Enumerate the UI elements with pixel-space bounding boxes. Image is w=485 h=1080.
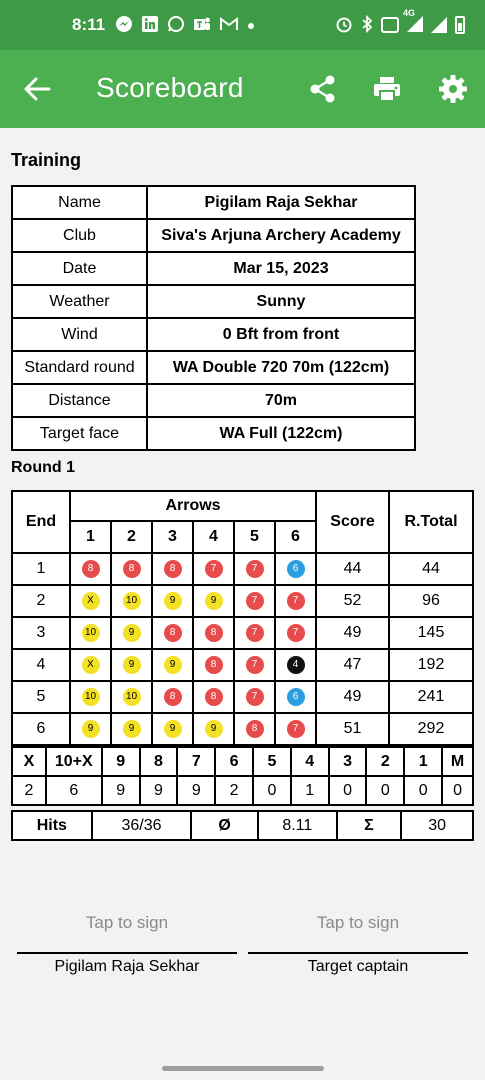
info-row: [12, 417, 415, 450]
arrow-score-badge: 9: [164, 592, 182, 610]
battery-icon: [455, 16, 465, 34]
arrow-score-badge: 7: [246, 624, 264, 642]
4g-signal-icon: 4G: [407, 16, 423, 35]
stats-table: [11, 746, 474, 806]
arrow-score-badge: 7: [246, 656, 264, 674]
end-number: 3: [12, 617, 70, 649]
arrow-score-badge: 9: [123, 720, 141, 738]
stats-value-cell: 0: [253, 776, 291, 805]
arrow-score-badge: 10: [82, 688, 100, 706]
stats-header-cell: 9: [102, 747, 140, 776]
arrow-score-badge: 8: [246, 720, 264, 738]
stats-value-cell: 0: [442, 776, 473, 805]
stats-header-cell: X: [12, 747, 46, 776]
arrow-score-badge: 8: [164, 688, 182, 706]
info-row: [12, 186, 415, 219]
arrow-score-badge: 9: [205, 592, 223, 610]
arrow-score-badge: 8: [205, 688, 223, 706]
arrow-cell: [111, 681, 152, 713]
arrow-score-badge: 8: [164, 560, 182, 578]
stats-value-cell: 0: [366, 776, 404, 805]
info-value: Pigilam Raja Sekhar: [147, 186, 415, 219]
arrow-score-badge: X: [82, 592, 100, 610]
info-value: Siva's Arjuna Archery Academy: [147, 219, 415, 252]
end-header: End: [12, 491, 70, 553]
arrow-score-badge: 8: [205, 624, 223, 642]
arrow-cell: [193, 585, 234, 617]
arrow-cell: [275, 713, 316, 745]
stats-header-cell: 3: [329, 747, 367, 776]
arrow-score-badge: 7: [246, 688, 264, 706]
stats-value-cell: 9: [102, 776, 140, 805]
info-value: 70m: [147, 384, 415, 417]
settings-icon[interactable]: [438, 74, 468, 104]
arrow-cell: [193, 649, 234, 681]
linkedin-icon: [141, 15, 159, 36]
arrow-score-badge: 10: [123, 592, 141, 610]
end-number: 4: [12, 649, 70, 681]
info-label: Standard round: [12, 351, 147, 384]
info-value: Sunny: [147, 285, 415, 318]
arrow-score-badge: 8: [164, 624, 182, 642]
stats-header-cell: 2: [366, 747, 404, 776]
arrow-number-header: 4: [193, 521, 234, 553]
average-value: 8.11: [258, 811, 337, 840]
print-icon[interactable]: [372, 74, 402, 104]
arrow-cell: [111, 585, 152, 617]
arrow-score-badge: 7: [205, 560, 223, 578]
arrow-cell: [234, 649, 275, 681]
arrow-score-badge: 7: [246, 560, 264, 578]
archer-name: Pigilam Raja Sekhar: [54, 958, 200, 975]
arrow-cell: [275, 681, 316, 713]
signal-icon: [431, 17, 447, 33]
arrow-cell: [152, 713, 193, 745]
arrow-cell: [70, 553, 111, 585]
info-value: WA Double 720 70m (122cm): [147, 351, 415, 384]
end-row: [12, 681, 473, 713]
arrow-cell: [234, 713, 275, 745]
arrow-score-badge: 9: [164, 656, 182, 674]
arrow-score-badge: 7: [287, 624, 305, 642]
arrow-score-badge: 9: [123, 624, 141, 642]
arrow-number-header: 3: [152, 521, 193, 553]
arrow-cell: [70, 713, 111, 745]
arrow-cell: [275, 617, 316, 649]
score-header: Score: [316, 491, 389, 553]
stats-header-cell: 10+X: [46, 747, 102, 776]
arrow-cell: [234, 617, 275, 649]
arrow-cell: [70, 649, 111, 681]
sum-label: Σ: [337, 811, 402, 840]
arrow-score-badge: 8: [123, 560, 141, 578]
status-bar: [0, 0, 485, 50]
end-number: 5: [12, 681, 70, 713]
running-total: 292: [389, 713, 473, 745]
info-row: [12, 285, 415, 318]
end-row: [12, 585, 473, 617]
arrow-cell: [193, 713, 234, 745]
gmail-icon: [219, 16, 239, 35]
archer-sign-hint[interactable]: Tap to sign: [85, 913, 169, 932]
info-row: [12, 219, 415, 252]
info-label: Date: [12, 252, 147, 285]
arrow-score-badge: 7: [287, 720, 305, 738]
stats-value-cell: 1: [291, 776, 329, 805]
teams-icon: [193, 15, 211, 36]
info-value: WA Full (122cm): [147, 417, 415, 450]
arrow-cell: [111, 713, 152, 745]
stats-value-cell: 0: [404, 776, 442, 805]
end-number: 6: [12, 713, 70, 745]
arrow-score-badge: 9: [123, 656, 141, 674]
end-number: 2: [12, 585, 70, 617]
whatsapp-icon: [167, 15, 185, 36]
end-score: 49: [316, 681, 389, 713]
share-icon[interactable]: [308, 74, 338, 104]
arrow-cell: [70, 681, 111, 713]
arrow-cell: [152, 617, 193, 649]
stats-header-cell: 7: [177, 747, 215, 776]
stats-header-cell: 1: [404, 747, 442, 776]
rtotal-header: R.Total: [389, 491, 473, 553]
app-toolbar: [0, 50, 485, 128]
end-row: [12, 713, 473, 745]
stats-header-cell: 8: [140, 747, 178, 776]
training-title: Training: [11, 150, 82, 170]
stats-header-cell: M: [442, 747, 473, 776]
info-label: Wind: [12, 318, 147, 351]
arrow-cell: [275, 649, 316, 681]
end-row: [12, 649, 473, 681]
page-title: Scoreboard: [96, 72, 244, 103]
info-row: [12, 384, 415, 417]
end-row: [12, 617, 473, 649]
arrow-score-badge: 9: [205, 720, 223, 738]
arrow-cell: [193, 553, 234, 585]
arrow-cell: [152, 585, 193, 617]
arrow-score-badge: 8: [205, 656, 223, 674]
stats-header-cell: 6: [215, 747, 253, 776]
captain-sign-hint[interactable]: Tap to sign: [316, 913, 400, 932]
arrow-cell: [234, 681, 275, 713]
notification-icons: [115, 15, 255, 36]
sum-value: 30: [401, 811, 473, 840]
running-total: 241: [389, 681, 473, 713]
end-row: [12, 553, 473, 585]
round-title: Round 1: [11, 459, 75, 476]
running-total: 192: [389, 649, 473, 681]
stats-value-cell: 6: [46, 776, 102, 805]
captain-signature[interactable]: [248, 908, 468, 976]
hits-label: Hits: [12, 811, 92, 840]
volte-icon: [381, 17, 399, 33]
alarm-icon: [335, 15, 353, 36]
end-score: 44: [316, 553, 389, 585]
arrow-score-badge: 6: [287, 688, 305, 706]
messenger-icon: [115, 15, 133, 36]
arrow-cell: [152, 649, 193, 681]
end-number: 1: [12, 553, 70, 585]
info-value: 0 Bft from front: [147, 318, 415, 351]
stats-header-cell: 4: [291, 747, 329, 776]
arrow-cell: [275, 585, 316, 617]
average-label: Ø: [191, 811, 258, 840]
arrow-score-badge: 10: [82, 624, 100, 642]
arrow-cell: [70, 617, 111, 649]
arrow-score-badge: 7: [287, 592, 305, 610]
arrow-cell: [111, 553, 152, 585]
arrow-cell: [193, 681, 234, 713]
arrow-cell: [152, 553, 193, 585]
end-score: 52: [316, 585, 389, 617]
arrow-cell: [234, 553, 275, 585]
arrow-cell: [275, 553, 316, 585]
summary-table: [11, 810, 474, 841]
stats-value-cell: 0: [329, 776, 367, 805]
archer-signature[interactable]: [17, 908, 237, 976]
info-label: Target face: [12, 417, 147, 450]
end-score: 47: [316, 649, 389, 681]
arrow-score-badge: 9: [164, 720, 182, 738]
stats-value-cell: 9: [177, 776, 215, 805]
info-label: Name: [12, 186, 147, 219]
arrow-score-badge: 7: [246, 592, 264, 610]
arrow-score-badge: 6: [287, 560, 305, 578]
info-row: [12, 318, 415, 351]
running-total: 96: [389, 585, 473, 617]
hits-value: 36/36: [92, 811, 192, 840]
arrow-cell: [70, 585, 111, 617]
arrows-header: Arrows: [70, 491, 316, 521]
stats-header-cell: 5: [253, 747, 291, 776]
arrow-score-badge: X: [82, 656, 100, 674]
bluetooth-icon: [361, 15, 373, 36]
arrow-number-header: 2: [111, 521, 152, 553]
info-label: Weather: [12, 285, 147, 318]
running-total: 44: [389, 553, 473, 585]
running-total: 145: [389, 617, 473, 649]
info-label: Club: [12, 219, 147, 252]
arrow-number-header: 6: [275, 521, 316, 553]
stats-value-cell: 9: [140, 776, 178, 805]
arrow-cell: [234, 585, 275, 617]
gesture-nav-bar[interactable]: [162, 1066, 324, 1071]
info-value: Mar 15, 2023: [147, 252, 415, 285]
end-score: 49: [316, 617, 389, 649]
arrow-score-badge: 4: [287, 656, 305, 674]
status-time: 8:11: [72, 15, 106, 34]
dot-icon: [247, 17, 255, 33]
captain-name: Target captain: [307, 958, 409, 975]
arrow-cell: [111, 649, 152, 681]
arrow-score-badge: 9: [82, 720, 100, 738]
arrow-score-badge: 10: [123, 688, 141, 706]
arrow-score-badge: 8: [82, 560, 100, 578]
info-row: [12, 252, 415, 285]
end-score: 51: [316, 713, 389, 745]
training-info-table: [11, 185, 416, 451]
signature-line: [17, 952, 237, 954]
arrow-cell: [152, 681, 193, 713]
system-icons: [335, 7, 465, 36]
back-arrow-icon[interactable]: [22, 72, 52, 106]
arrow-number-header: 5: [234, 521, 275, 553]
arrow-cell: [111, 617, 152, 649]
signature-line: [248, 952, 468, 954]
round-table: [11, 490, 474, 746]
stats-value-cell: 2: [215, 776, 253, 805]
arrow-cell: [193, 617, 234, 649]
arrow-number-header: 1: [70, 521, 111, 553]
info-row: [12, 351, 415, 384]
info-label: Distance: [12, 384, 147, 417]
stats-value-cell: 2: [12, 776, 46, 805]
